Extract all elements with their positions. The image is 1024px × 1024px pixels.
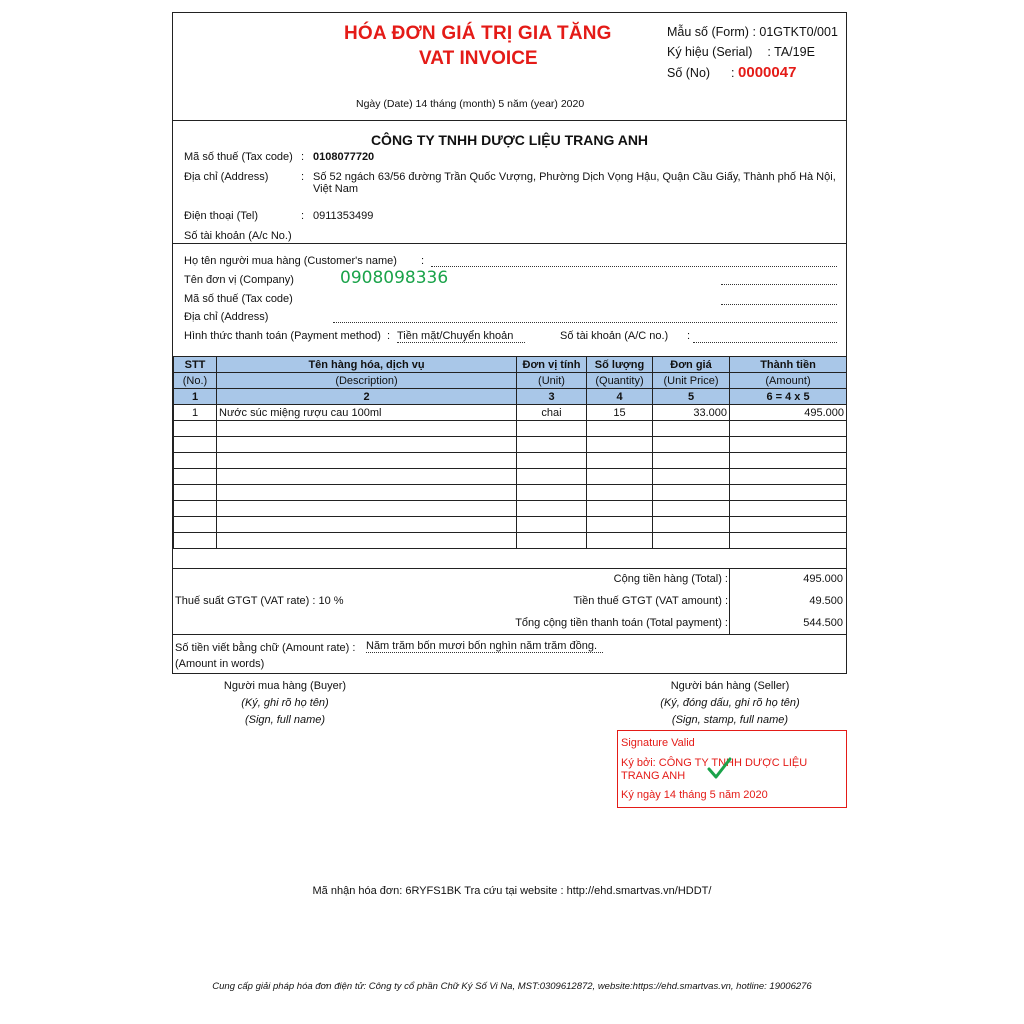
- buyer-title: Người mua hàng (Buyer): [223, 680, 347, 692]
- amount-words-value: Năm trăm bốn mươi bốn nghìn năm trăm đồng.: [366, 640, 603, 653]
- serial-value: : TA/19E: [767, 45, 815, 59]
- total-row: [173, 569, 846, 591]
- buyer-signature-block: [200, 678, 370, 729]
- buyer-tax-line: [721, 304, 837, 305]
- seller-tax-label: Mã số thuế (Tax code): [184, 151, 293, 163]
- table-row-empty: [174, 501, 847, 517]
- vat-amount-label: Tiền thuế GTGT (VAT amount) :: [573, 595, 728, 607]
- seller-tel-row: Điện thoại (Tel) : 0911353499: [184, 210, 374, 222]
- table-row-empty: [174, 485, 847, 501]
- seller-address-row: Địa chỉ (Address) : Số 52 ngách 63/56 đường Trần Quốc Vượng, Phường Dịch Vọng Hậu, Quận Cầu Giấy, Thành phố Hà Nội, Việt Nam: [184, 171, 844, 201]
- checkmark-icon: [706, 756, 732, 782]
- buyer-name-label: Họ tên người mua hàng (Customer's name): [184, 255, 397, 267]
- buyer-company-label: Tên đơn vị (Company): [184, 274, 294, 286]
- payment-method-label: Hình thức thanh toán (Payment method): [184, 330, 381, 342]
- table-row: 1 Nước súc miệng rượu cau 100ml chai 15 33.000 495.000: [174, 405, 847, 421]
- header-description: Tên hàng hóa, dịch vụ: [217, 357, 517, 373]
- header-amount: Thành tiền: [730, 357, 847, 373]
- title-english: VAT INVOICE: [419, 48, 538, 69]
- buyer-section: [173, 244, 846, 356]
- totals-section: [173, 568, 846, 634]
- seller-tax-value: 0108077720: [313, 151, 375, 163]
- buyer-address-label: Địa chỉ (Address): [184, 311, 269, 323]
- table-row-empty: [174, 517, 847, 533]
- amount-words-label: Số tiền viết bằng chữ (Amount rate) :: [175, 642, 356, 654]
- serial-number: [667, 45, 815, 59]
- invoice-frame: [172, 12, 847, 674]
- seller-section: [173, 121, 846, 244]
- vat-rate-label: Thuế suất GTGT (VAT rate) : 10 %: [175, 595, 344, 607]
- seller-note-en: (Sign, stamp, full name): [671, 714, 789, 726]
- no-label: Số (No): [667, 66, 711, 80]
- phone-number-overlay: 0908098336: [340, 268, 449, 288]
- seller-note-vn: (Ký, đóng dấu, ghi rõ họ tên): [660, 697, 800, 709]
- seller-address-value: Số 52 ngách 63/56 đường Trần Quốc Vượng, Phường Dịch Vọng Hậu, Quận Cầu Giấy, Thành phố Hà Nội, Việt Nam: [313, 171, 836, 195]
- vat-amount-value: 49.500: [809, 595, 843, 607]
- header-stt: STT: [174, 357, 217, 373]
- seller-account-row: [184, 230, 292, 242]
- buyer-tax-row: [184, 293, 293, 305]
- payment-method-value: Tiền mặt/Chuyển khoản: [397, 330, 525, 343]
- buyer-account-line: [693, 342, 837, 343]
- seller-company-name: CÔNG TY TNHH DƯỢC LIỆU TRANG ANH: [370, 132, 649, 148]
- buyer-payment-row: Hình thức thanh toán (Payment method) : Tiền mặt/Chuyển khoản Số tài khoản (A/C no.) :: [184, 330, 691, 342]
- header-quantity: Số lượng: [587, 357, 653, 373]
- seller-title: Người bán hàng (Seller): [670, 680, 790, 692]
- table-header-en: (No.) (Description) (Unit) (Quantity) (Unit Price) (Amount): [174, 373, 847, 389]
- form-value: : 01GTKT0/001: [752, 25, 838, 39]
- seller-tel-value: 0911353499: [313, 210, 374, 222]
- total-value: 495.000: [803, 573, 843, 585]
- title-vietnamese: HÓA ĐƠN GIÁ TRỊ GIA TĂNG: [344, 23, 612, 44]
- no-value: 0000047: [738, 64, 797, 81]
- seller-tax-row: Mã số thuế (Tax code) : 0108077720: [184, 151, 375, 163]
- signed-by-line-1: Ký bởi: CÔNG TY TNHH DƯỢC LIỆU: [621, 757, 808, 769]
- serial-label: Ký hiệu (Serial): [667, 45, 753, 59]
- invoice-number: [667, 64, 796, 81]
- total-label: Cộng tiền hàng (Total) :: [613, 573, 728, 585]
- table-row-empty: [174, 453, 847, 469]
- total-payment-value: 544.500: [803, 617, 843, 629]
- digital-signature-box: [617, 730, 847, 808]
- buyer-company-row: [184, 274, 294, 286]
- invoice-header: [173, 13, 846, 121]
- amount-in-words-section: [173, 634, 846, 674]
- seller-account-label: Số tài khoản (A/c No.): [184, 230, 292, 242]
- buyer-account-label: Số tài khoản (A/C no.): [560, 330, 669, 342]
- buyer-tax-label: Mã số thuế (Tax code): [184, 293, 293, 305]
- form-number: [667, 25, 838, 39]
- buyer-name-row: Họ tên người mua hàng (Customer's name) :: [184, 255, 425, 267]
- signed-by-line-2: TRANG ANH: [621, 770, 686, 782]
- invoice-date: Ngày (Date) 14 tháng (month) 5 năm (year) 2020: [356, 98, 585, 110]
- table-header-vn: [174, 357, 847, 373]
- table-row-empty: [174, 469, 847, 485]
- total-payment-row: [173, 613, 846, 635]
- header-unit: Đơn vị tính: [517, 357, 587, 373]
- form-label: Mẫu số (Form): [667, 25, 749, 39]
- buyer-company-line: [721, 284, 837, 285]
- buyer-name-line: [431, 266, 837, 267]
- table-row-empty: [174, 421, 847, 437]
- provider-info: Cung cấp giải pháp hóa đơn điện tử: Công ty cổ phần Chữ Ký Số Vi Na, MST:0309612872, website:https://ehd.smartvas.vn, hotline: 19006276: [212, 981, 812, 992]
- no-colon: :: [731, 66, 735, 80]
- invoice-lookup-code: Mã nhận hóa đơn: 6RYFS1BK Tra cứu tại website : http://ehd.smartvas.vn/HDDT/: [312, 885, 712, 897]
- vat-row: [173, 591, 846, 613]
- table-row-empty: [174, 533, 847, 549]
- amount-words-label-en: (Amount in words): [175, 658, 265, 670]
- buyer-note-en: (Sign, full name): [244, 714, 326, 726]
- table-column-numbers: 1 2 3 4 5 6 = 4 x 5: [174, 389, 847, 405]
- buyer-address-line: [333, 322, 837, 323]
- seller-signature-block: [640, 678, 820, 729]
- header-unit-price: Đơn giá: [653, 357, 730, 373]
- seller-address-label: Địa chỉ (Address): [184, 171, 269, 183]
- signed-date: Ký ngày 14 tháng 5 năm 2020: [621, 789, 768, 801]
- table-row-empty: [174, 437, 847, 453]
- seller-tel-label: Điện thoại (Tel): [184, 210, 258, 222]
- total-payment-label: Tổng cộng tiền thanh toán (Total payment) :: [515, 617, 728, 629]
- signature-status: Signature Valid: [621, 737, 695, 749]
- buyer-address-row: [184, 311, 268, 323]
- items-table: [173, 356, 847, 549]
- buyer-note-vn: (Ký, ghi rõ họ tên): [241, 697, 329, 709]
